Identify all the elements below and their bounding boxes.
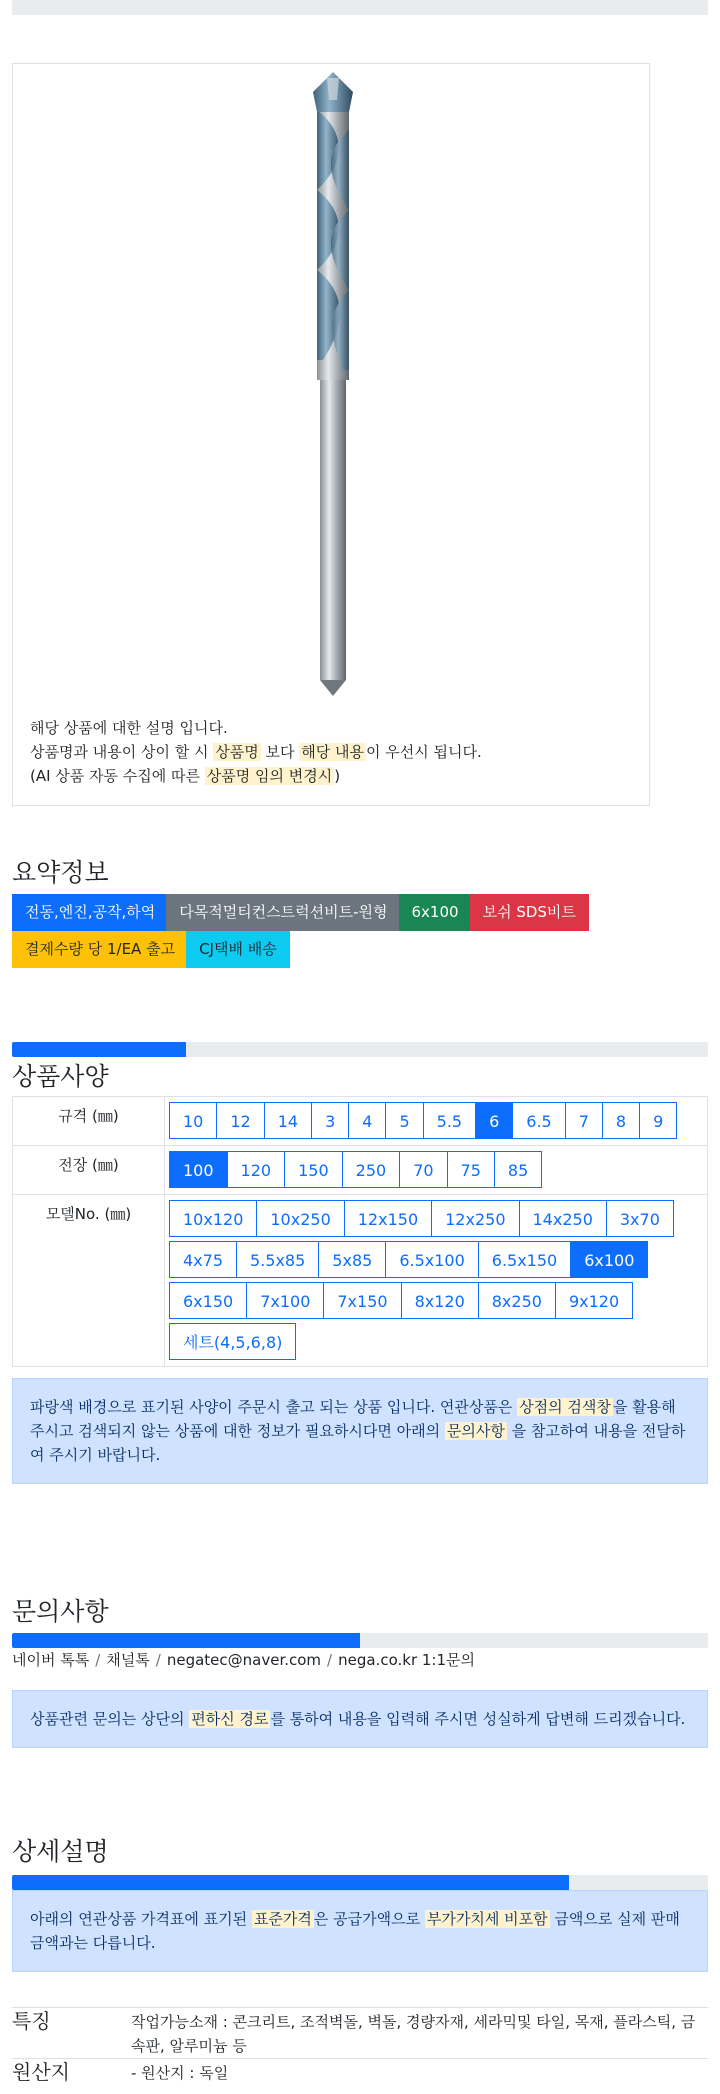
spec-option-button[interactable]: 12 [216, 1102, 264, 1139]
contact-separator: / [95, 1651, 101, 1669]
spec-option-button[interactable]: 120 [227, 1151, 286, 1188]
product-image-box [12, 63, 650, 806]
summary-title: 요약정보 [12, 858, 109, 887]
feature-row [12, 2059, 708, 2087]
spec-row [13, 1097, 708, 1146]
contact-link[interactable]: 채널톡 [106, 1651, 150, 1669]
spec-option-button[interactable]: 5x85 [318, 1241, 386, 1278]
info-text: 을 활용해 주시고 검색되지 않는 상품에 대한 정보가 필요하시다면 아래의 [30, 1398, 676, 1440]
spec-option-button[interactable]: 150 [284, 1151, 343, 1188]
spec-option-button[interactable]: 6x150 [169, 1282, 247, 1319]
spec-option-button[interactable]: 3x70 [606, 1200, 674, 1237]
inquiry-title: 문의사항 [12, 1597, 109, 1626]
feature-key: 특징 [12, 2008, 131, 2059]
spec-option-button[interactable]: 250 [342, 1151, 401, 1188]
notice-line1: 해당 상품에 대한 설명 입니다. [30, 719, 228, 737]
spec-options [165, 1146, 708, 1195]
highlight-inquiry: 문의사항 [446, 1422, 505, 1440]
inquiry-info-alert [12, 1690, 708, 1748]
spec-option-button[interactable]: 85 [494, 1151, 542, 1188]
contact-list [12, 1649, 475, 1670]
feature-row [12, 2008, 708, 2059]
spec-option-button[interactable]: 70 [399, 1151, 447, 1188]
spec-option-button[interactable]: 14 [264, 1102, 312, 1139]
info-text: 파랑색 배경으로 표기된 사양이 주문시 출고 되는 상품 입니다. 연관상품은 [30, 1398, 518, 1416]
summary-badge: 전동,엔진,공작,하역 [12, 894, 168, 931]
highlight-name-change: 상품명 임의 변경시 [206, 767, 333, 785]
feature-key: 원산지 [12, 2059, 131, 2087]
spec-label: 규격 (㎜) [13, 1097, 165, 1146]
spec-option-button[interactable]: 75 [447, 1151, 495, 1188]
detail-info-alert [12, 1890, 708, 1972]
contact-link[interactable]: 네이버 톡톡 [12, 1651, 90, 1669]
spec-option-button[interactable]: 8 [602, 1102, 640, 1139]
spec-option-button[interactable]: 9 [639, 1102, 677, 1139]
detail-title: 상세설명 [12, 1837, 109, 1866]
spec-option-button[interactable]: 3 [311, 1102, 349, 1139]
spec-option-button[interactable]: 12x150 [344, 1200, 432, 1237]
spec-options [165, 1097, 708, 1146]
feature-value: - 원산지 : 독일 [131, 2059, 708, 2087]
spec-option-button[interactable]: 6.5x150 [478, 1241, 571, 1278]
spec-option-button[interactable]: 6.5x100 [385, 1241, 478, 1278]
highlight-content: 해당 내용 [301, 743, 364, 761]
spec-option-button[interactable]: 100 [169, 1151, 228, 1188]
spec-label: 전장 (㎜) [13, 1146, 165, 1195]
drill-bit-image [303, 70, 363, 700]
notice-line2 [30, 740, 482, 764]
notice-text: 보다 [260, 743, 300, 761]
highlight-product-name: 상품명 [215, 743, 259, 761]
summary-badge: 결제수량 당 1/EA 출고 [12, 931, 188, 968]
spec-option-button[interactable]: 4x75 [169, 1241, 237, 1278]
summary-badges [12, 894, 692, 968]
info-text: 아래의 연관상품 가격표에 표기된 [30, 1910, 252, 1928]
inquiry-progress-fill [12, 1633, 360, 1648]
notice-line3 [30, 764, 482, 788]
notice-text: (AI 상품 자동 수집에 따른 [30, 767, 205, 785]
top-divider-bar [12, 0, 708, 15]
contact-separator: / [155, 1651, 161, 1669]
spec-option-button[interactable]: 세트(4,5,6,8) [169, 1323, 296, 1360]
spec-info-alert [12, 1378, 708, 1484]
summary-badge: 보쉬 SDS비트 [470, 894, 589, 931]
spec-option-button[interactable]: 10 [169, 1102, 217, 1139]
spec-option-button[interactable]: 6.5 [512, 1102, 565, 1139]
spec-option-button[interactable]: 5.5 [423, 1102, 476, 1139]
highlight-standard-price: 표준가격 [253, 1910, 312, 1928]
notice-text: 이 우선시 됩니다. [365, 743, 482, 761]
info-text: 금액으로 실제 판매금액과는 다릅니다. [30, 1910, 680, 1952]
notice-text: 상품명과 내용이 상이 할 시 [30, 743, 214, 761]
spec-option-button[interactable]: 5.5x85 [236, 1241, 319, 1278]
summary-badge: 다목적멀티컨스트럭션비트-원형 [166, 894, 400, 931]
spec-option-button[interactable]: 4 [348, 1102, 386, 1139]
spec-option-button[interactable]: 7x150 [323, 1282, 401, 1319]
spec-label: 모델No. (㎜) [13, 1195, 165, 1367]
inquiry-progress-bar [12, 1633, 708, 1648]
spec-row [13, 1146, 708, 1195]
summary-badge: CJ택배 배송 [186, 931, 290, 968]
spec-option-button[interactable]: 10x250 [256, 1200, 344, 1237]
feature-value: 작업가능소재 : 콘크리트, 조적벽돌, 벽돌, 경량자재, 세라믹및 타일, 목재, 플라스틱, 금속판, 알루미늄 등 [131, 2008, 708, 2059]
info-text: 을 참고하여 내용을 전달하여 주시기 바랍니다. [30, 1422, 686, 1464]
spec-option-button[interactable]: 7 [565, 1102, 603, 1139]
spec-option-button[interactable]: 10x120 [169, 1200, 257, 1237]
detail-progress-bar [12, 1875, 708, 1890]
spec-row [13, 1195, 708, 1367]
spec-progress-bar [12, 1042, 708, 1057]
spec-option-button[interactable]: 9x120 [555, 1282, 633, 1319]
spec-option-button[interactable]: 8x120 [401, 1282, 479, 1319]
info-text: 은 공급가액으로 [313, 1910, 425, 1928]
spec-table [12, 1096, 708, 1367]
notice-text: ) [334, 767, 341, 785]
contact-link[interactable]: nega.co.kr 1:1문의 [338, 1651, 475, 1669]
spec-progress-fill [12, 1042, 186, 1057]
spec-options [165, 1195, 708, 1367]
detail-progress-fill [12, 1875, 569, 1890]
product-notice [30, 716, 482, 788]
spec-option-button[interactable]: 6 [475, 1102, 513, 1139]
contact-separator: / [327, 1651, 333, 1669]
spec-title: 상품사양 [12, 1062, 109, 1091]
info-text: 상품관련 문의는 상단의 [30, 1710, 190, 1728]
feature-table [12, 2007, 708, 2086]
spec-option-button[interactable]: 14x250 [519, 1200, 607, 1237]
spec-option-button[interactable]: 12x250 [431, 1200, 519, 1237]
summary-badge: 6x100 [399, 894, 472, 931]
contact-link[interactable]: negatec@naver.com [166, 1651, 322, 1669]
highlight-search: 상점의 검색창 [519, 1398, 611, 1416]
spec-option-button[interactable]: 5 [385, 1102, 423, 1139]
highlight-route: 편하신 경로 [191, 1710, 269, 1728]
spec-option-button[interactable]: 7x100 [246, 1282, 324, 1319]
spec-option-button[interactable]: 6x100 [570, 1241, 648, 1278]
info-text: 를 통하여 내용을 입력해 주시면 성실하게 답변해 드리겠습니다. [270, 1710, 686, 1728]
spec-option-button[interactable]: 8x250 [478, 1282, 556, 1319]
highlight-vat-excluded: 부가가치세 비포함 [426, 1910, 548, 1928]
